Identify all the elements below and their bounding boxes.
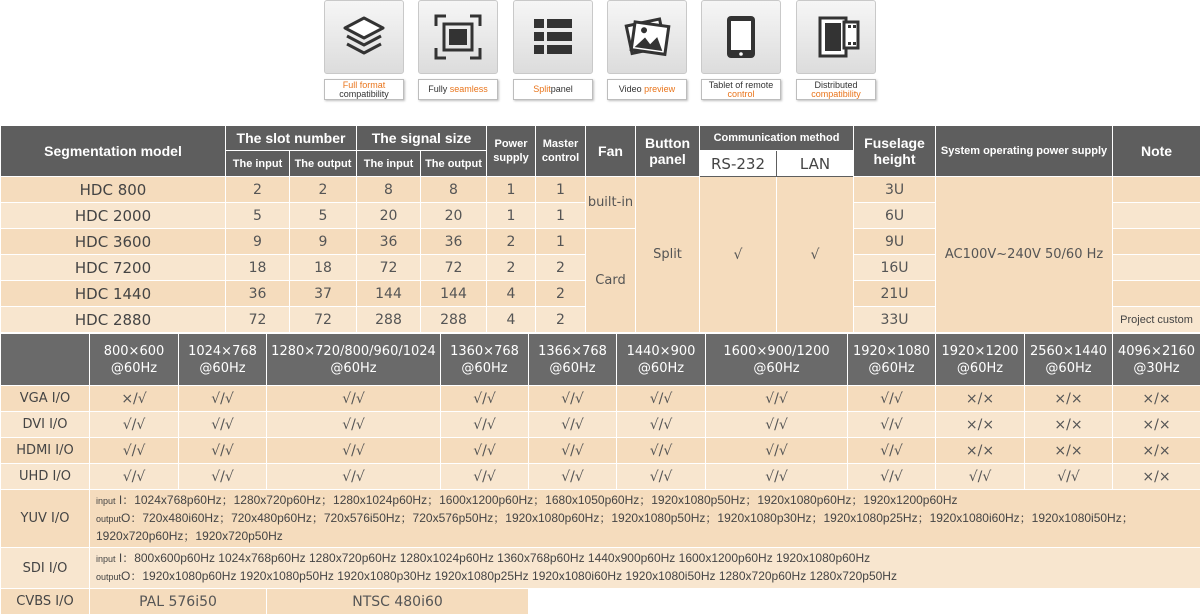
header-slot-output: The output <box>290 151 357 177</box>
slot-input-cell: 72 <box>226 307 290 333</box>
io-value: √/√ <box>267 412 441 438</box>
feature-label-line1: Tablet of remote <box>709 81 774 90</box>
res-line1: 1440×900 <box>627 344 696 359</box>
io-value: √/√ <box>441 464 529 490</box>
slot-input-cell: 18 <box>226 255 290 281</box>
res-line2: @60Hz <box>753 361 799 376</box>
resolution-header <box>179 334 267 386</box>
io-row-label: VGA I/O <box>1 386 90 412</box>
height-cell: 3U <box>854 177 936 203</box>
signal-output-cell: 36 <box>421 229 487 255</box>
master-cell: 2 <box>536 307 586 333</box>
power-cell: 1 <box>487 203 536 229</box>
slot-input-cell: 5 <box>226 203 290 229</box>
feature-label <box>324 79 404 100</box>
signal-output-cell: 72 <box>421 255 487 281</box>
feature-icon-box <box>796 0 876 74</box>
res-line2: @30Hz <box>1133 361 1179 376</box>
height-cell: 6U <box>854 203 936 229</box>
header-note: Note <box>1113 126 1200 177</box>
io-value: √/√ <box>529 412 617 438</box>
lan-cell: √ <box>777 177 854 333</box>
signal-input-cell: 144 <box>357 281 421 307</box>
header-communication: Communication method <box>700 126 854 151</box>
header-button-panel: Button panel <box>636 126 700 177</box>
io-value: √/√ <box>848 464 936 490</box>
io-row-label: HDMI I/O <box>1 438 90 464</box>
slot-input-cell: 9 <box>226 229 290 255</box>
signal-input-cell: 288 <box>357 307 421 333</box>
resolution-header-row <box>1 334 1200 386</box>
rs232-cell: √ <box>700 177 777 333</box>
note-cell <box>1113 255 1200 281</box>
resolution-header <box>706 334 848 386</box>
header-signal-output: The output <box>421 151 487 177</box>
feature-tablet-remote <box>701 0 781 100</box>
header-fan: Fan <box>586 126 636 177</box>
io-value: √/√ <box>90 464 179 490</box>
resolution-header <box>617 334 706 386</box>
slot-output-cell: 37 <box>290 281 357 307</box>
feature-icon-box <box>701 0 781 74</box>
model-cell: HDC 7200 <box>1 255 226 281</box>
io-value: √/√ <box>441 386 529 412</box>
signal-output-cell: 288 <box>421 307 487 333</box>
note-cell <box>1113 177 1200 203</box>
io-value: √/√ <box>90 438 179 464</box>
corner-cell <box>1 334 90 386</box>
model-cell: HDC 1440 <box>1 281 226 307</box>
yuv-row <box>1 490 1200 548</box>
io-value: √/√ <box>441 438 529 464</box>
feature-label-highlight: preview <box>644 85 675 94</box>
film-icon <box>810 12 862 62</box>
slot-output-cell: 5 <box>290 203 357 229</box>
feature-distributed <box>796 0 876 100</box>
io-value: √/√ <box>1025 464 1113 490</box>
feature-seamless <box>418 0 498 100</box>
split-panel-icon <box>528 12 578 62</box>
io-value: √/√ <box>848 386 936 412</box>
io-value: √/√ <box>617 412 706 438</box>
resolution-header <box>848 334 936 386</box>
io-value: √/√ <box>529 464 617 490</box>
fan-builtin-cell: built-in <box>586 177 636 229</box>
video-preview-icon <box>621 12 673 62</box>
resolution-header <box>1025 334 1113 386</box>
feature-label-line2: compatibility <box>339 90 389 99</box>
header-model: Segmentation model <box>1 126 226 177</box>
note-cell <box>1113 281 1200 307</box>
yuv-input-formats: I：1024x768p60Hz；1280x720p60Hz；1280x1024p60Hz；1600x1200p60Hz；1680x1050p60Hz；1920x1080p50Hz；1920x1080p60Hz；1920x1200p60Hz <box>119 493 958 507</box>
header-slot-input: The input <box>226 151 290 177</box>
io-value: √/√ <box>936 464 1025 490</box>
io-value: √/√ <box>706 386 848 412</box>
header-system-power: System operating power supply <box>936 126 1113 177</box>
sdi-output-formats: O：1920x1080p60Hz 1920x1080p50Hz 1920x1080p30Hz 1920x1080p25Hz 1920x1080i60Hz 1920x1080i50Hz 1280x720p60Hz 1280x720p50Hz <box>121 569 897 583</box>
feature-label <box>607 79 687 100</box>
slot-output-cell: 9 <box>290 229 357 255</box>
feature-label-text: Video <box>619 85 642 94</box>
io-value: √/√ <box>441 412 529 438</box>
res-line1: 1920×1080 <box>853 344 930 359</box>
header-lan: LAN <box>777 151 854 177</box>
header-rs232: RS-232 <box>700 151 777 177</box>
resolution-header <box>1113 334 1200 386</box>
input-tag: input <box>96 496 116 506</box>
master-cell: 1 <box>536 229 586 255</box>
power-cell: 2 <box>487 255 536 281</box>
res-line2: @60Hz <box>868 361 914 376</box>
signal-input-cell: 8 <box>357 177 421 203</box>
res-line2: @60Hz <box>957 361 1003 376</box>
io-value: √/√ <box>267 464 441 490</box>
feature-split-panel <box>513 0 593 100</box>
io-value: √/√ <box>267 438 441 464</box>
feature-label-line1: Full format <box>343 81 386 90</box>
spec-table <box>0 125 1200 333</box>
height-cell: 9U <box>854 229 936 255</box>
cvbs-pal: PAL 576i50 <box>90 589 267 615</box>
input-tag: input <box>96 554 116 564</box>
model-cell: HDC 2000 <box>1 203 226 229</box>
io-value: ×/× <box>1113 412 1200 438</box>
io-value: √/√ <box>529 438 617 464</box>
slot-input-cell: 2 <box>226 177 290 203</box>
feature-icon-box <box>607 0 687 74</box>
io-value: √/√ <box>617 438 706 464</box>
header-fuselage: Fuselage height <box>854 126 936 177</box>
io-value: ×/× <box>1025 386 1113 412</box>
button-panel-cell: Split <box>636 177 700 333</box>
feature-label-highlight: Split <box>533 85 551 94</box>
io-value: √/√ <box>706 412 848 438</box>
tablet-icon <box>716 12 766 62</box>
res-line2: @60Hz <box>111 361 157 376</box>
signal-input-cell: 72 <box>357 255 421 281</box>
resolution-header <box>267 334 441 386</box>
io-value: √/√ <box>706 464 848 490</box>
yuv-formats <box>90 490 1200 548</box>
feature-label-line2: compatibility <box>811 90 861 99</box>
io-value: √/√ <box>848 438 936 464</box>
feature-label <box>513 79 593 100</box>
res-line1: 1280×720/800/960/1024 <box>271 344 436 359</box>
io-row <box>1 438 1200 464</box>
sdi-input-formats: I：800x600p60Hz 1024x768p60Hz 1280x720p60Hz 1280x1024p60Hz 1360x768p60Hz 1440x900p60Hz 1600x1200p60Hz 1920x1080p60Hz <box>119 551 870 565</box>
io-row-label: UHD I/O <box>1 464 90 490</box>
io-value: √/√ <box>267 386 441 412</box>
feature-icon-box <box>324 0 404 74</box>
signal-input-cell: 36 <box>357 229 421 255</box>
master-cell: 2 <box>536 255 586 281</box>
io-value: √/√ <box>617 464 706 490</box>
io-row-label: YUV I/O <box>1 490 90 548</box>
resolution-header <box>529 334 617 386</box>
io-value: √/√ <box>706 438 848 464</box>
slot-output-cell: 18 <box>290 255 357 281</box>
io-row <box>1 386 1200 412</box>
header-signal-input: The input <box>357 151 421 177</box>
model-cell: HDC 800 <box>1 177 226 203</box>
power-cell: 4 <box>487 281 536 307</box>
feature-label <box>701 79 781 100</box>
signal-output-cell: 20 <box>421 203 487 229</box>
feature-label <box>418 79 498 100</box>
io-value: ×/× <box>1025 412 1113 438</box>
slot-output-cell: 72 <box>290 307 357 333</box>
io-row-label: DVI I/O <box>1 412 90 438</box>
header-master-control: Master control <box>536 126 586 177</box>
io-value: √/√ <box>179 464 267 490</box>
resolution-header <box>936 334 1025 386</box>
sdi-row <box>1 548 1200 589</box>
master-cell: 1 <box>536 177 586 203</box>
seamless-frame-icon <box>432 12 484 62</box>
feature-label-text: panel <box>551 85 573 94</box>
feature-label-highlight: seamless <box>450 85 488 94</box>
resolution-header <box>90 334 179 386</box>
feature-video-preview <box>607 0 687 100</box>
res-line1: 2560×1440 <box>1030 344 1107 359</box>
res-line1: 1024×768 <box>188 344 257 359</box>
res-line2: @60Hz <box>330 361 376 376</box>
feature-label-line2: control <box>727 90 754 99</box>
height-cell: 16U <box>854 255 936 281</box>
header-power-supply: Power supply <box>487 126 536 177</box>
model-cell: HDC 3600 <box>1 229 226 255</box>
power-cell: 1 <box>487 177 536 203</box>
res-line1: 1600×900/1200 <box>723 344 829 359</box>
io-value: √/√ <box>617 386 706 412</box>
res-line1: 4096×2160 <box>1118 344 1195 359</box>
res-line1: 800×600 <box>104 344 165 359</box>
model-cell: HDC 2880 <box>1 307 226 333</box>
res-line2: @60Hz <box>1045 361 1091 376</box>
res-line2: @60Hz <box>461 361 507 376</box>
table-row <box>1 177 1200 203</box>
feature-label-text: Fully <box>428 85 447 94</box>
resolution-header <box>441 334 529 386</box>
power-cell: 4 <box>487 307 536 333</box>
res-line1: 1360×768 <box>450 344 519 359</box>
io-value: ×/× <box>936 386 1025 412</box>
io-value: ×/× <box>1025 438 1113 464</box>
io-value: √/√ <box>179 386 267 412</box>
height-cell: 21U <box>854 281 936 307</box>
io-value: √/√ <box>90 412 179 438</box>
io-row-label: SDI I/O <box>1 548 90 589</box>
res-line2: @60Hz <box>638 361 684 376</box>
io-value: ×/× <box>1113 438 1200 464</box>
note-cell: Project custom <box>1113 307 1200 333</box>
power-cell: 2 <box>487 229 536 255</box>
signal-output-cell: 144 <box>421 281 487 307</box>
io-value: ×/× <box>1113 386 1200 412</box>
signal-input-cell: 20 <box>357 203 421 229</box>
header-signal: The signal size <box>357 126 487 151</box>
slot-input-cell: 36 <box>226 281 290 307</box>
io-value: √/√ <box>529 386 617 412</box>
feature-label <box>796 79 876 100</box>
master-cell: 1 <box>536 203 586 229</box>
io-row-label: CVBS I/O <box>1 589 90 615</box>
res-line2: @60Hz <box>549 361 595 376</box>
io-value: ×/√ <box>90 386 179 412</box>
output-tag: output <box>96 514 121 524</box>
feature-full-format <box>324 0 404 100</box>
yuv-output-formats: O：720x480i60Hz；720x480p60Hz；720x576i50Hz；720x576p50Hz；1920x1080p60Hz；1920x1080p50Hz；1920x1080p30Hz；1920x1080p25Hz；1920x1080i60Hz；1920x1080i50Hz；1920x720p60Hz；1920x720p50Hz <box>96 511 1134 543</box>
output-tag: output <box>96 572 121 582</box>
io-value: ×/× <box>936 412 1025 438</box>
master-cell: 2 <box>536 281 586 307</box>
io-value: ×/× <box>1113 464 1200 490</box>
note-cell <box>1113 203 1200 229</box>
fan-card-cell: Card <box>586 229 636 333</box>
res-line2: @60Hz <box>199 361 245 376</box>
res-line1: 1366×768 <box>538 344 607 359</box>
signal-output-cell: 8 <box>421 177 487 203</box>
feature-icon-box <box>513 0 593 74</box>
system-power-cell: AC100V~240V 50/60 Hz <box>936 177 1113 333</box>
io-value: √/√ <box>848 412 936 438</box>
res-line1: 1920×1200 <box>941 344 1018 359</box>
height-cell: 33U <box>854 307 936 333</box>
io-value: √/√ <box>179 412 267 438</box>
cvbs-ntsc: NTSC 480i60 <box>267 589 529 615</box>
io-table <box>0 333 1200 615</box>
layers-icon <box>339 12 389 62</box>
note-cell <box>1113 229 1200 255</box>
io-value: ×/× <box>936 438 1025 464</box>
io-value: √/√ <box>179 438 267 464</box>
feature-label-line1: Distributed <box>814 81 857 90</box>
io-row <box>1 412 1200 438</box>
sdi-formats <box>90 548 1200 589</box>
header-slot: The slot number <box>226 126 357 151</box>
io-row <box>1 464 1200 490</box>
feature-icon-box <box>418 0 498 74</box>
slot-output-cell: 2 <box>290 177 357 203</box>
